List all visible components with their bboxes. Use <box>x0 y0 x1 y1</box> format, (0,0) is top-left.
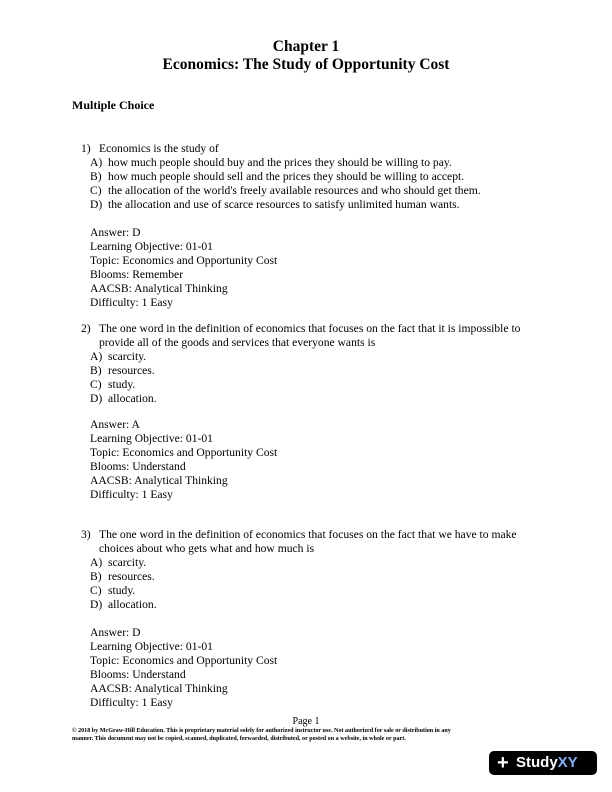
answer: Answer: D <box>90 226 141 239</box>
topic: Topic: Economics and Opportunity Cost <box>90 446 278 459</box>
aacsb: AACSB: Analytical Thinking <box>90 682 228 695</box>
blooms: Blooms: Understand <box>90 460 186 473</box>
difficulty: Difficulty: 1 Easy <box>90 488 173 501</box>
difficulty: Difficulty: 1 Easy <box>90 696 173 709</box>
option-key: B) <box>90 570 102 583</box>
topic: Topic: Economics and Opportunity Cost <box>90 254 278 267</box>
copyright-line: © 2018 by McGraw-Hill Education. This is proprietary material solely for authorized instructor use. Not authorized for sale or distribution in any <box>72 728 451 734</box>
studyxy-logo-text <box>516 751 578 775</box>
option-text: resources. <box>108 570 155 583</box>
question-number: 1) <box>81 142 91 155</box>
question-number: 3) <box>81 528 91 541</box>
topic: Topic: Economics and Opportunity Cost <box>90 654 278 667</box>
question-stem: Economics is the study of <box>99 142 219 155</box>
option-text: how much people should sell and the prices they should be willing to accept. <box>108 170 465 183</box>
answer: Answer: A <box>90 418 140 431</box>
option-text: study. <box>108 378 136 391</box>
chapter-title: Economics: The Study of Opportunity Cost <box>162 56 450 73</box>
chapter-number: Chapter 1 <box>272 38 340 55</box>
logo-xy: XY <box>557 754 578 771</box>
plus-icon: + <box>497 752 509 774</box>
option-key: A) <box>90 156 103 169</box>
option-key: B) <box>90 364 102 377</box>
option-key: C) <box>90 378 102 391</box>
option-text: the allocation of the world's freely available resources and who should get them. <box>108 184 481 197</box>
option-key: D) <box>90 392 103 405</box>
option-key: A) <box>90 350 103 363</box>
studyxy-badge[interactable] <box>489 751 597 775</box>
question-stem: choices about who gets what and how much is <box>99 542 315 555</box>
answer: Answer: D <box>90 626 141 639</box>
difficulty: Difficulty: 1 Easy <box>90 296 173 309</box>
question-stem: provide all of the goods and services that everyone wants is <box>99 336 376 349</box>
option-text: allocation. <box>108 392 157 405</box>
option-text: the allocation and use of scarce resources to satisfy unlimited human wants. <box>108 198 460 211</box>
option-text: resources. <box>108 364 155 377</box>
option-text: scarcity. <box>108 350 147 363</box>
aacsb: AACSB: Analytical Thinking <box>90 474 228 487</box>
learning-objective: Learning Objective: 01-01 <box>90 240 213 253</box>
section-heading: Multiple Choice <box>72 98 155 112</box>
option-text: allocation. <box>108 598 157 611</box>
option-key: D) <box>90 598 103 611</box>
learning-objective: Learning Objective: 01-01 <box>90 432 213 445</box>
option-text: how much people should buy and the prices they should be willing to pay. <box>108 156 452 169</box>
question-number: 2) <box>81 322 91 335</box>
question-stem: The one word in the definition of economics that focuses on the fact that we have to make <box>99 528 517 541</box>
learning-objective: Learning Objective: 01-01 <box>90 640 213 653</box>
option-key: A) <box>90 556 103 569</box>
blooms: Blooms: Understand <box>90 668 186 681</box>
option-key: D) <box>90 198 103 211</box>
option-key: C) <box>90 584 102 597</box>
logo-study: Study <box>516 754 558 771</box>
aacsb: AACSB: Analytical Thinking <box>90 282 228 295</box>
option-text: study. <box>108 584 136 597</box>
page-number: Page 1 <box>292 716 320 727</box>
question-stem: The one word in the definition of economics that focuses on the fact that it is impossible to <box>99 322 521 335</box>
option-key: C) <box>90 184 102 197</box>
copyright-notice <box>72 728 542 743</box>
option-key: B) <box>90 170 102 183</box>
copyright-line: manner. This document may not be copied, scanned, duplicated, forwarded, distributed, or posted on a website, in whole or part. <box>72 735 406 742</box>
blooms: Blooms: Remember <box>90 268 184 281</box>
option-text: scarcity. <box>108 556 147 569</box>
